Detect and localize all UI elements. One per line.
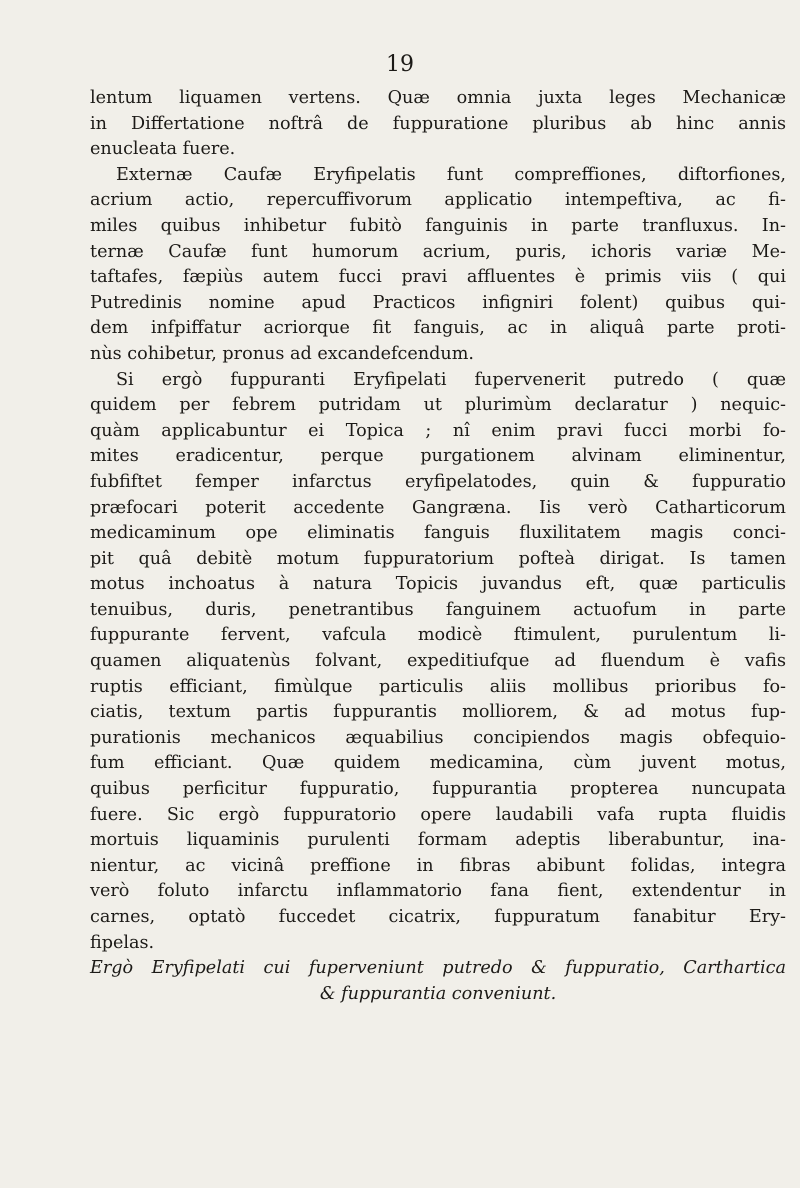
- text-line: nientur, ac vicinâ preffione in fibras abibunt folidas, integra: [90, 855, 786, 876]
- text-line: quamen aliquatenùs folvant, expeditiufque ad fluendum è vafis: [90, 651, 786, 672]
- body-text: [90, 86, 786, 1007]
- text-line: mortuis liquaminis purulenti formam adeptis liberabuntur, ina-: [90, 830, 786, 851]
- text-line: ruptis efficiant, fimùlque particulis aliis mollibus prioribus fo-: [90, 676, 786, 697]
- text-line: fuppurante fervent, vafcula modicè ftimulent, purulentum li-: [90, 625, 786, 646]
- text-line: lentum liquamen vertens. Quæ omnia juxta leges Mechanicæ: [90, 88, 786, 108]
- text-line: ternæ Caufæ funt humorum acrium, puris, ichoris variæ Me-: [90, 241, 786, 262]
- text-line: purationis mechanicos æquabilius concipiendos magis obfequio-: [90, 727, 786, 748]
- text-line: in Differtatione noftrâ de fuppuratione pluribus ab hinc annis: [90, 113, 786, 134]
- text-line: verò foluto infarctu inflammatorio fana fient, extendentur in: [90, 881, 786, 902]
- text-line: dem infpiffatur acriorque fit fanguis, ac in aliquâ parte proti-: [90, 318, 786, 339]
- text-line: taftafes, fæpiùs autem fucci pravi affluentes è primis viis ( qui: [90, 267, 786, 288]
- text-line: motus inchoatus à natura Topicis juvandus eft, quæ particulis: [90, 574, 786, 595]
- text-line: Ergò Eryfipelati cui fuperveniunt putredo & fuppuratio, Carthartica: [90, 958, 786, 979]
- text-line: quàm applicabuntur ei Topica ; nî enim pravi fucci morbi fo-: [90, 420, 786, 441]
- text-line: enucleata fuere.: [90, 139, 236, 160]
- text-line: Putredinis nomine apud Practicos infigniri folent) quibus qui-: [90, 292, 786, 313]
- text-line: fuere. Sic ergò fuppuratorio opere laudabili vafa rupta fluidis: [90, 804, 786, 825]
- text-line: mites eradicentur, perque purgationem alvinam eliminentur,: [90, 446, 786, 467]
- text-line: Si ergò fuppuranti Eryfipelati fupervenerit putredo ( quæ: [116, 369, 786, 390]
- text-line: & fuppurantia conveniunt.: [319, 983, 557, 1004]
- text-line: Externæ Caufæ Eryfipelatis funt compreffiones, diftorfiones,: [116, 164, 786, 185]
- text-line: fubfiftet femper infarctus eryfipelatodes, quin & fuppuratio: [90, 471, 786, 492]
- text-line: medicaminum ope eliminatis fanguis fluxilitatem magis conci-: [90, 523, 786, 544]
- text-line: præfocari poterit accedente Gangræna. Iis verò Catharticorum: [90, 497, 786, 518]
- text-line: carnes, optatò fuccedet cicatrix, fuppuratum fanabitur Ery-: [90, 907, 786, 927]
- text-line: quidem per febrem putridam ut plurimùm declaratur ) nequic-: [90, 395, 786, 416]
- page-number: 19: [386, 52, 414, 77]
- text-line: nùs cohibetur, pronus ad excandefcendum.: [90, 343, 474, 364]
- text-line: ciatis, textum partis fuppurantis molliorem, & ad motus fup-: [90, 702, 786, 723]
- text-line: miles quibus inhibetur fubitò fanguinis in parte tranfluxus. In-: [90, 215, 786, 236]
- text-line: tenuibus, duris, penetrantibus fanguinem actuofum in parte: [90, 599, 786, 620]
- text-line: fum efficiant. Quæ quidem medicamina, cùm juvent motus,: [90, 753, 786, 774]
- text-line: pit quâ debitè motum fuppuratorium pofteà dirigat. Is tamen: [90, 548, 786, 569]
- text-line: quibus perficitur fuppuratio, fuppurantia propterea nuncupata: [90, 779, 786, 800]
- text-line: acrium actio, repercuffivorum applicatio intempeftiva, ac fi-: [90, 190, 786, 211]
- text-line: fipelas.: [90, 932, 155, 953]
